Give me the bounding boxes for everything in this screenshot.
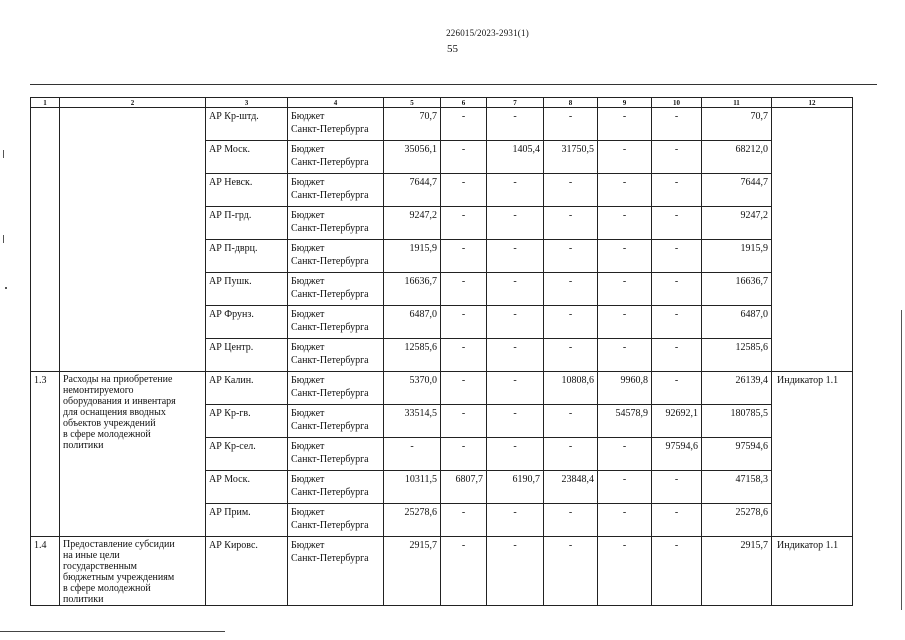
- amount-c5: 7644,7: [384, 174, 441, 207]
- amount-c10: -: [652, 372, 702, 405]
- funding-source-cell: [288, 273, 384, 306]
- amount-c11: 9247,2: [702, 207, 772, 240]
- amount-c11: 70,7: [702, 108, 772, 141]
- funding-source-line: Санкт-Петербурга: [291, 520, 369, 531]
- amount-c5: 35056,1: [384, 141, 441, 174]
- amount-c7: -: [487, 537, 544, 606]
- page-number: 55: [447, 43, 458, 55]
- amount-c11: 97594,6: [702, 438, 772, 471]
- funding-source-line: Санкт-Петербурга: [291, 388, 369, 399]
- funding-source-cell: [288, 537, 384, 606]
- amount-c5: 12585,6: [384, 339, 441, 372]
- amount-c6: -: [441, 141, 487, 174]
- amount-c10: -: [652, 174, 702, 207]
- indicator-cell: Индикатор 1.1: [772, 372, 853, 537]
- funding-source-line: Санкт-Петербурга: [291, 553, 369, 564]
- column-number-2: 2: [60, 98, 206, 108]
- funding-source-line: Санкт-Петербурга: [291, 157, 369, 168]
- left-edge-dot: [5, 287, 7, 289]
- amount-c8: 10808,6: [544, 372, 598, 405]
- description-line: для оснащения вводных: [63, 407, 166, 418]
- table-row: [31, 537, 853, 606]
- amount-c11: 68212,0: [702, 141, 772, 174]
- amount-c5: 6487,0: [384, 306, 441, 339]
- amount-c10: -: [652, 306, 702, 339]
- amount-c7: -: [487, 108, 544, 141]
- column-number-6: 6: [441, 98, 487, 108]
- amount-c10: 97594,6: [652, 438, 702, 471]
- district-cell: АР П-грд.: [206, 207, 288, 240]
- amount-c11: 12585,6: [702, 339, 772, 372]
- funding-source-cell: [288, 471, 384, 504]
- amount-c6: 6807,7: [441, 471, 487, 504]
- funding-source-line: Бюджет: [291, 243, 325, 254]
- amount-c8: -: [544, 306, 598, 339]
- amount-c5: 33514,5: [384, 405, 441, 438]
- district-cell: АР Калин.: [206, 372, 288, 405]
- funding-source-line: Санкт-Петербурга: [291, 421, 369, 432]
- amount-c6: -: [441, 405, 487, 438]
- funding-source-line: Бюджет: [291, 474, 325, 485]
- funding-source-line: Санкт-Петербурга: [291, 124, 369, 135]
- amount-c9: -: [598, 306, 652, 339]
- amount-c11: 47158,3: [702, 471, 772, 504]
- funding-source-cell: [288, 207, 384, 240]
- column-number-1: 1: [31, 98, 60, 108]
- column-number-9: 9: [598, 98, 652, 108]
- item-number: 1.3: [31, 372, 60, 537]
- amount-c8: -: [544, 108, 598, 141]
- amount-c9: -: [598, 207, 652, 240]
- amount-c9: -: [598, 438, 652, 471]
- amount-c8: 23848,4: [544, 471, 598, 504]
- amount-c10: -: [652, 504, 702, 537]
- amount-c5: 9247,2: [384, 207, 441, 240]
- description-line: государственным: [63, 561, 137, 572]
- amount-c10: -: [652, 537, 702, 606]
- amount-c5: 10311,5: [384, 471, 441, 504]
- column-number-8: 8: [544, 98, 598, 108]
- amount-c5: 70,7: [384, 108, 441, 141]
- amount-c9: -: [598, 471, 652, 504]
- funding-source-line: Санкт-Петербурга: [291, 355, 369, 366]
- item-description: [60, 372, 206, 537]
- left-edge-mark: [3, 150, 4, 158]
- right-edge-mark: [901, 310, 902, 610]
- table-row: [31, 108, 853, 141]
- funding-source-line: Санкт-Петербурга: [291, 322, 369, 333]
- amount-c11: 1915,9: [702, 240, 772, 273]
- district-cell: АР Моск.: [206, 471, 288, 504]
- amount-c10: 92692,1: [652, 405, 702, 438]
- funding-source-line: Санкт-Петербурга: [291, 289, 369, 300]
- amount-c9: -: [598, 504, 652, 537]
- amount-c10: -: [652, 207, 702, 240]
- column-number-row: [31, 98, 853, 108]
- funding-source-cell: [288, 240, 384, 273]
- funding-source-cell: [288, 306, 384, 339]
- funding-source-cell: [288, 438, 384, 471]
- funding-source-line: Бюджет: [291, 276, 325, 287]
- amount-c5: 1915,9: [384, 240, 441, 273]
- amount-c8: -: [544, 405, 598, 438]
- amount-c7: -: [487, 174, 544, 207]
- district-cell: АР Фрунз.: [206, 306, 288, 339]
- column-number-5: 5: [384, 98, 441, 108]
- amount-c10: -: [652, 240, 702, 273]
- table-row: [31, 372, 853, 405]
- item-number: [31, 108, 60, 372]
- description-line: немонтируемого: [63, 385, 134, 396]
- funding-source-line: Бюджет: [291, 111, 325, 122]
- amount-c9: 54578,9: [598, 405, 652, 438]
- amount-c7: -: [487, 405, 544, 438]
- funding-source-cell: [288, 339, 384, 372]
- district-cell: АР Прим.: [206, 504, 288, 537]
- amount-c9: -: [598, 273, 652, 306]
- district-cell: АР Пушк.: [206, 273, 288, 306]
- amount-c6: -: [441, 537, 487, 606]
- amount-c7: -: [487, 504, 544, 537]
- amount-c10: -: [652, 273, 702, 306]
- district-cell: АР Невск.: [206, 174, 288, 207]
- amount-c6: -: [441, 240, 487, 273]
- amount-c10: -: [652, 471, 702, 504]
- amount-c11: 26139,4: [702, 372, 772, 405]
- amount-c9: -: [598, 339, 652, 372]
- funding-source-line: Бюджет: [291, 309, 325, 320]
- funding-source-cell: [288, 174, 384, 207]
- column-number-3: 3: [206, 98, 288, 108]
- amount-c9: -: [598, 108, 652, 141]
- funding-source-line: Санкт-Петербурга: [291, 256, 369, 267]
- item-number: 1.4: [31, 537, 60, 606]
- amount-c6: -: [441, 339, 487, 372]
- description-line: объектов учреждений: [63, 418, 156, 429]
- amount-c10: -: [652, 339, 702, 372]
- amount-c11: 16636,7: [702, 273, 772, 306]
- description-line: на иные цели: [63, 550, 120, 561]
- amount-c7: -: [487, 273, 544, 306]
- funding-source-cell: [288, 372, 384, 405]
- funding-source-line: Санкт-Петербурга: [291, 454, 369, 465]
- district-cell: АР Моск.: [206, 141, 288, 174]
- amount-c8: -: [544, 504, 598, 537]
- left-edge-mark: [3, 235, 4, 243]
- funding-source-line: Бюджет: [291, 375, 325, 386]
- description-line: Расходы на приобретение: [63, 374, 173, 385]
- district-cell: АР Кр-штд.: [206, 108, 288, 141]
- funding-source-cell: [288, 141, 384, 174]
- funding-source-line: Санкт-Петербурга: [291, 487, 369, 498]
- amount-c6: -: [441, 306, 487, 339]
- amount-c11: 7644,7: [702, 174, 772, 207]
- amount-c8: -: [544, 174, 598, 207]
- amount-c6: -: [441, 438, 487, 471]
- bottom-scan-line: [0, 631, 225, 632]
- indicator-cell: Индикатор 1.1: [772, 537, 853, 606]
- funding-source-line: Бюджет: [291, 342, 325, 353]
- funding-source-cell: [288, 504, 384, 537]
- amount-c5: -: [384, 438, 441, 471]
- amount-c9: -: [598, 141, 652, 174]
- amount-c6: -: [441, 273, 487, 306]
- amount-c11: 25278,6: [702, 504, 772, 537]
- description-line: в сфере молодежной: [63, 429, 151, 440]
- amount-c7: -: [487, 438, 544, 471]
- description-line: оборудования и инвентаря: [63, 396, 176, 407]
- description-line: политики: [63, 594, 104, 605]
- district-cell: АР П-дврц.: [206, 240, 288, 273]
- amount-c7: -: [487, 207, 544, 240]
- funding-source-line: Санкт-Петербурга: [291, 223, 369, 234]
- amount-c6: -: [441, 372, 487, 405]
- funding-source-line: Бюджет: [291, 441, 325, 452]
- column-number-12: 12: [772, 98, 853, 108]
- amount-c5: 16636,7: [384, 273, 441, 306]
- amount-c8: 31750,5: [544, 141, 598, 174]
- amount-c10: -: [652, 108, 702, 141]
- district-cell: АР Центр.: [206, 339, 288, 372]
- amount-c6: -: [441, 207, 487, 240]
- amount-c6: -: [441, 108, 487, 141]
- amount-c6: -: [441, 504, 487, 537]
- amount-c8: -: [544, 537, 598, 606]
- amount-c11: 180785,5: [702, 405, 772, 438]
- amount-c8: -: [544, 240, 598, 273]
- district-cell: АР Кр-гв.: [206, 405, 288, 438]
- funding-source-cell: [288, 405, 384, 438]
- funding-source-line: Бюджет: [291, 540, 325, 551]
- district-cell: АР Кировс.: [206, 537, 288, 606]
- amount-c7: -: [487, 372, 544, 405]
- amount-c7: 1405,4: [487, 141, 544, 174]
- amount-c5: 5370,0: [384, 372, 441, 405]
- amount-c9: -: [598, 174, 652, 207]
- column-number-7: 7: [487, 98, 544, 108]
- item-description: [60, 537, 206, 606]
- description-line: Предоставление субсидии: [63, 539, 175, 550]
- amount-c8: -: [544, 273, 598, 306]
- document-id: 226015/2023-2931(1): [446, 28, 529, 38]
- funding-source-line: Бюджет: [291, 408, 325, 419]
- amount-c7: 6190,7: [487, 471, 544, 504]
- funding-source-line: Бюджет: [291, 507, 325, 518]
- description-line: политики: [63, 440, 104, 451]
- description-line: в сфере молодежной: [63, 583, 151, 594]
- budget-table: [30, 97, 853, 606]
- amount-c5: 25278,6: [384, 504, 441, 537]
- amount-c6: -: [441, 174, 487, 207]
- header-rule: [30, 84, 877, 85]
- column-number-4: 4: [288, 98, 384, 108]
- description-line: бюджетным учреждениям: [63, 572, 175, 583]
- indicator-cell: [772, 108, 853, 372]
- district-cell: АР Кр-сел.: [206, 438, 288, 471]
- amount-c8: -: [544, 207, 598, 240]
- amount-c11: 2915,7: [702, 537, 772, 606]
- amount-c11: 6487,0: [702, 306, 772, 339]
- funding-source-line: Бюджет: [291, 210, 325, 221]
- funding-source-cell: [288, 108, 384, 141]
- funding-source-line: Бюджет: [291, 177, 325, 188]
- funding-source-line: Санкт-Петербурга: [291, 190, 369, 201]
- amount-c7: -: [487, 240, 544, 273]
- amount-c9: -: [598, 537, 652, 606]
- amount-c7: -: [487, 306, 544, 339]
- amount-c10: -: [652, 141, 702, 174]
- amount-c9: 9960,8: [598, 372, 652, 405]
- amount-c7: -: [487, 339, 544, 372]
- item-description: [60, 108, 206, 372]
- amount-c9: -: [598, 240, 652, 273]
- funding-source-line: Бюджет: [291, 144, 325, 155]
- column-number-11: 11: [702, 98, 772, 108]
- amount-c8: -: [544, 438, 598, 471]
- column-number-10: 10: [652, 98, 702, 108]
- amount-c5: 2915,7: [384, 537, 441, 606]
- amount-c8: -: [544, 339, 598, 372]
